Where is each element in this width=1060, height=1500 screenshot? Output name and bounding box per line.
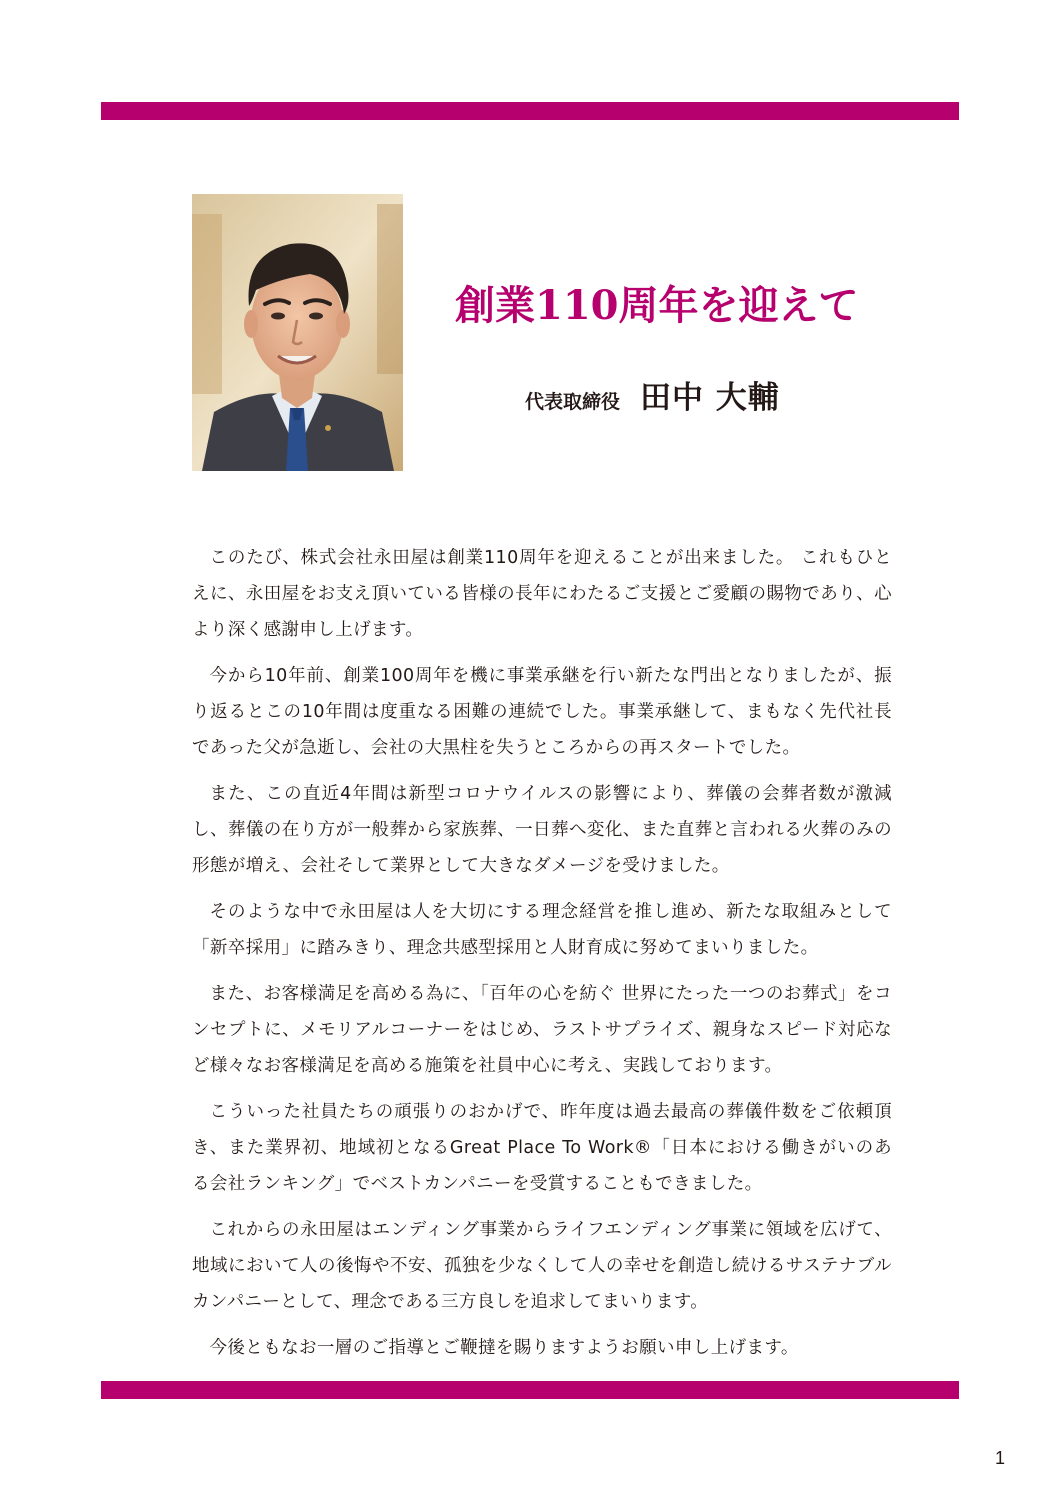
signature-role: 代表取締役 (525, 391, 621, 413)
portrait-photo (192, 194, 403, 471)
bottom-accent-bar (101, 1381, 959, 1399)
page-number: 1 (995, 1448, 1006, 1468)
paragraph-1: このたび、株式会社永田屋は創業110周年を迎えることが出来ました。 これもひとえに、永田屋をお支え頂いている皆様の長年にわたるご支援とご愛顧の賜物であり、心より深く感謝申し上げます。 (192, 548, 892, 640)
top-accent-bar (101, 102, 959, 120)
paragraph-2: 今から10年前、創業100周年を機に事業承継を行い新たな門出となりましたが、振り返るとこの10年間は度重なる困難の連続でした。事業承継して、まもなく先代社長であった父が急逝し、会社の大黒柱を失うところからの再スタートでした。 (192, 666, 892, 758)
paragraph-6: こういった社員たちの頑張りのおかげで、昨年度は過去最高の葬儀件数をご依頼頂き、また業界初、地域初となるGreat Place To Work®「日本における働きがいのある会社ランキング」でベストカンパニーを受賞することもできました。 (192, 1102, 892, 1194)
page-title: 創業110周年を迎えて (455, 282, 859, 329)
paragraph-7: これからの永田屋はエンディング事業からライフエンディング事業に領域を広げて、地域において人の後悔や不安、孤独を少なくして人の幸せを創造し続けるサステナブルカンパニーとして、理念である三方良しを追求してまいります。 (192, 1220, 892, 1312)
paragraph-4: そのような中で永田屋は人を大切にする理念経営を推し進め、新たな取組みとして「新卒採用」に踏みきり、理念共感型採用と人財育成に努めてまいりました。 (192, 902, 892, 958)
message-body (192, 540, 892, 1376)
paragraph-5: また、お客様満足を高める為に、「百年の心を紡ぐ 世界にたった一つのお葬式」をコンセプトに、メモリアルコーナーをはじめ、ラストサプライズ、親身なスピード対応など様々なお客様満足を高める施策を社員中心に考え、実践しております。 (192, 984, 892, 1076)
signature (525, 372, 780, 417)
signature-name: 田中 大輔 (640, 380, 780, 416)
paragraph-8: 今後ともなお一層のご指導とご鞭撻を賜りますようお願い申し上げます。 (209, 1338, 799, 1358)
paragraph-3: また、この直近4年間は新型コロナウイルスの影響により、葬儀の会葬者数が激減し、葬儀の在り方が一般葬から家族葬、一日葬へ変化、また直葬と言われる火葬のみの形態が増え、会社そして業界として大きなダメージを受けました。 (192, 784, 892, 876)
